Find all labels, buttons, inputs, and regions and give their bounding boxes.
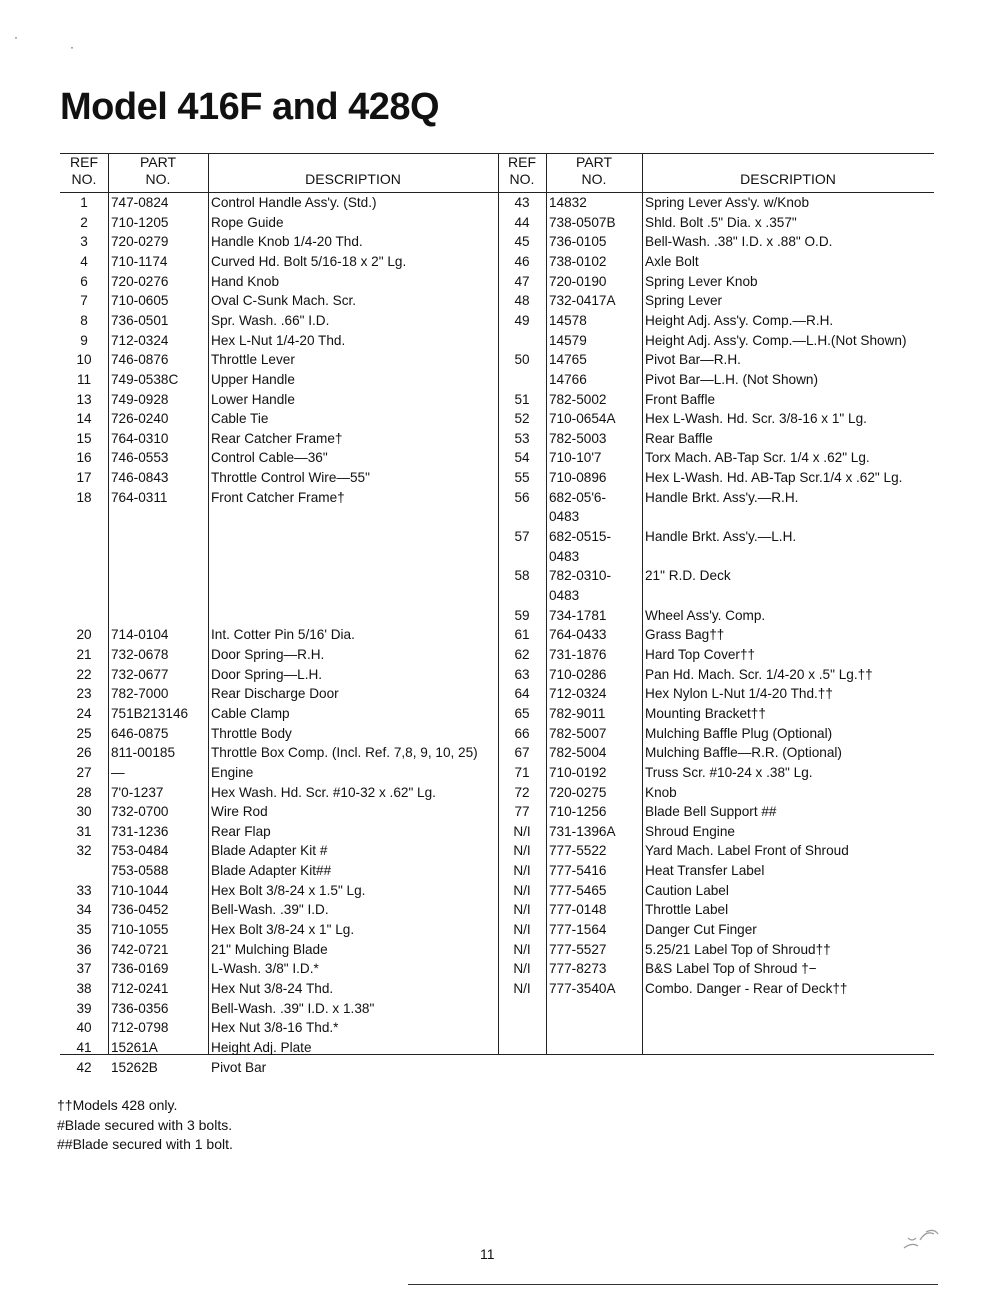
ref-no: 8 xyxy=(80,312,88,328)
ref-no: 59 xyxy=(514,607,530,623)
part-description: Height Adj. Ass'y. Comp.—R.H. xyxy=(645,312,834,328)
part-description: Front Catcher Frame† xyxy=(211,489,345,505)
footnotes xyxy=(57,1096,233,1155)
part-no: 682-05'6- xyxy=(549,489,607,505)
ref-no: 16 xyxy=(76,450,92,466)
part-no: 746-0876 xyxy=(111,352,169,368)
part-no: 726-0240 xyxy=(111,411,169,427)
part-no: 731-1396A xyxy=(549,823,616,839)
part-description: Pivot Bar—R.H. xyxy=(645,352,741,368)
part-description: Hex Bolt 3/8-24 x 1" Lg. xyxy=(211,922,355,938)
part-no: 749-0928 xyxy=(111,391,169,407)
part-no: 764-0311 xyxy=(111,489,168,505)
part-no: 782-5004 xyxy=(549,745,607,761)
part-description: Hex L-Wash. Hd. AB-Tap Scr.1/4 x .62" Lg. xyxy=(645,470,903,486)
part-no: 712-0324 xyxy=(549,686,607,702)
part-no: 736-0105 xyxy=(549,234,607,250)
part-description: Heat Transfer Label xyxy=(645,863,765,879)
ref-no: N/I xyxy=(513,941,531,957)
part-no: 764-0310 xyxy=(111,430,169,446)
part-description: Control Cable—36" xyxy=(211,450,328,466)
part-no: 710-10'7 xyxy=(549,450,602,466)
ref-no: 64 xyxy=(514,686,530,702)
part-no: 749-0538C xyxy=(111,371,179,387)
part-description: Blade Adapter Kit # xyxy=(211,843,328,859)
part-no: 736-0452 xyxy=(111,902,169,918)
part-no: 7'0-1237 xyxy=(111,784,164,800)
ref-no: 11 xyxy=(76,371,92,387)
part-description: Engine xyxy=(211,764,254,780)
part-no: 736-0501 xyxy=(111,312,169,328)
part-no: 777-1564 xyxy=(549,922,607,938)
ref-no: 36 xyxy=(76,941,92,957)
part-description: Pivot Bar xyxy=(211,1059,267,1075)
ref-no: 17 xyxy=(76,470,92,486)
part-description: Truss Scr. #10-24 x .38" Lg. xyxy=(645,764,813,780)
ref-no: 62 xyxy=(514,646,530,662)
part-no: 720-0275 xyxy=(549,784,607,800)
part-description: Wire Rod xyxy=(211,804,268,820)
part-description: Cable Tie xyxy=(211,411,269,427)
ref-no: 23 xyxy=(76,686,92,702)
part-no: 777-5527 xyxy=(549,941,607,957)
part-description: Rear Catcher Frame† xyxy=(211,430,343,446)
part-description: Rear Discharge Door xyxy=(211,686,339,702)
ref-no xyxy=(498,331,546,351)
part-no: 710-1174 xyxy=(111,253,168,269)
page-title: Model 416F and 428Q xyxy=(60,86,440,128)
ref-no: N/I xyxy=(513,863,531,879)
part-no: 712-0798 xyxy=(111,1020,169,1036)
part-description: Handle Knob 1/4-20 Thd. xyxy=(211,234,363,250)
ref-no: 24 xyxy=(76,705,92,721)
part-description: 21" Mulching Blade xyxy=(211,941,328,957)
ref-no: 27 xyxy=(76,764,92,780)
part-description: Danger Cut Finger xyxy=(645,922,757,938)
header-part-no: PART NO. xyxy=(108,154,208,193)
ref-no: 3 xyxy=(80,234,88,250)
part-no-continued: 0483 xyxy=(549,548,580,564)
part-no: 731-1876 xyxy=(549,646,607,662)
ref-no: 13 xyxy=(76,391,92,407)
ref-no: 41 xyxy=(76,1039,92,1055)
ref-no: 1 xyxy=(80,195,88,210)
part-no: 782-9011 xyxy=(549,705,606,721)
ref-no: 31 xyxy=(76,823,92,839)
ref-no: 40 xyxy=(76,1020,92,1036)
part-no: 777-5522 xyxy=(549,843,607,859)
part-no: 753-0588 xyxy=(111,863,169,879)
part-no: 710-0896 xyxy=(549,470,607,486)
ref-no: 39 xyxy=(76,1000,92,1016)
ref-no: N/I xyxy=(513,981,531,996)
part-no: 14832 xyxy=(549,195,587,210)
ref-no: N/I xyxy=(513,823,531,839)
ref-no: 4 xyxy=(80,253,88,269)
part-description: Axle Bolt xyxy=(645,253,699,269)
part-description: Handle Brkt. Ass'y.—L.H. xyxy=(645,529,797,545)
part-no: 720-0276 xyxy=(111,273,169,289)
ref-no: 43 xyxy=(514,195,530,210)
part-description: Blade Bell Support ## xyxy=(645,804,777,820)
part-no: 742-0721 xyxy=(111,941,169,957)
part-description: Upper Handle xyxy=(211,371,295,387)
part-no: — xyxy=(111,764,125,780)
ref-no: 18 xyxy=(76,489,92,505)
part-no: 764-0433 xyxy=(549,627,607,643)
part-description: Bell-Wash. .39" I.D. xyxy=(211,902,329,918)
part-description: Door Spring—R.H. xyxy=(211,646,325,662)
part-description: Bell-Wash. .38" I.D. x .88" O.D. xyxy=(645,234,833,250)
part-no: 777-0148 xyxy=(549,902,607,918)
footnote: #Blade secured with 3 bolts. xyxy=(57,1116,233,1133)
part-no-continued: 0483 xyxy=(549,588,580,603)
ref-no: 37 xyxy=(76,961,92,977)
part-no: 714-0104 xyxy=(111,627,169,643)
part-description: Rear Flap xyxy=(211,823,271,839)
ref-no: 48 xyxy=(514,293,530,309)
part-description: Hex Bolt 3/8-24 x 1.5" Lg. xyxy=(211,882,366,898)
part-no: 777-5465 xyxy=(549,882,607,898)
ref-no: 55 xyxy=(514,470,530,486)
scan-speck: · xyxy=(14,30,18,44)
part-description: L-Wash. 3/8" I.D.* xyxy=(211,961,319,977)
ref-no: 20 xyxy=(76,627,92,643)
part-description: Grass Bag†† xyxy=(645,627,725,643)
part-no: 646-0875 xyxy=(111,725,169,741)
part-description: Front Baffle xyxy=(645,391,716,407)
ref-no: 28 xyxy=(76,784,92,800)
part-no: 734-1781 xyxy=(549,607,607,623)
ref-no: 44 xyxy=(514,214,530,230)
part-description: Blade Adapter Kit## xyxy=(211,863,332,879)
ref-no: 49 xyxy=(514,312,530,328)
ref-no xyxy=(60,861,108,881)
part-description: Spring Lever Knob xyxy=(645,273,758,289)
part-no: 736-0169 xyxy=(111,961,169,977)
part-no-continued: 0483 xyxy=(549,509,580,525)
ref-no: N/I xyxy=(513,843,531,859)
part-no: 710-1044 xyxy=(111,882,169,898)
ref-no: 15 xyxy=(76,430,92,446)
part-no: 731-1236 xyxy=(111,823,169,839)
part-description: Hex Nut 3/8-24 Thd. xyxy=(211,981,334,996)
part-no: 782-5002 xyxy=(549,391,607,407)
part-description: Int. Cotter Pin 5/16' Dia. xyxy=(211,627,355,643)
part-description: Wheel Ass'y. Comp. xyxy=(645,607,766,623)
part-description: Throttle Lever xyxy=(211,352,295,368)
part-no: 710-1055 xyxy=(111,922,169,938)
part-no: 811-00185 xyxy=(111,745,175,761)
part-no: 732-0417A xyxy=(549,293,616,309)
ref-no: 25 xyxy=(76,725,92,741)
part-no: 747-0824 xyxy=(111,195,169,210)
part-description: Rope Guide xyxy=(211,214,284,230)
part-description: Combo. Danger - Rear of Deck†† xyxy=(645,981,848,996)
part-no: 746-0843 xyxy=(111,470,169,486)
part-no: 710-0654A xyxy=(549,411,616,427)
part-description: Cable Clamp xyxy=(211,705,290,721)
ref-no: 38 xyxy=(76,981,92,996)
part-no: 710-0605 xyxy=(111,293,169,309)
ref-no: 57 xyxy=(514,529,530,545)
ref-no: 32 xyxy=(76,843,92,859)
part-no: 736-0356 xyxy=(111,1000,169,1016)
scan-speck: · xyxy=(70,40,74,54)
part-no: 712-0324 xyxy=(111,332,169,348)
part-description: Hex Nut 3/8-16 Thd.* xyxy=(211,1020,339,1036)
ref-no: 50 xyxy=(514,352,530,368)
part-no: 777-5416 xyxy=(549,863,607,879)
part-no: 14578 xyxy=(549,312,587,328)
ref-no: N/I xyxy=(513,961,531,977)
footnote: ##Blade secured with 1 bolt. xyxy=(57,1136,233,1153)
parts-table xyxy=(60,153,934,1075)
ref-no: 66 xyxy=(514,725,530,741)
ref-no: 6 xyxy=(80,273,88,289)
part-description: Mulching Baffle—R.R. (Optional) xyxy=(645,745,842,761)
ref-no: 2 xyxy=(80,214,88,230)
part-description: Height Adj. Plate xyxy=(211,1039,312,1055)
part-no: 15262B xyxy=(111,1059,158,1075)
ref-no: 63 xyxy=(514,666,530,682)
ref-no: 30 xyxy=(76,804,92,820)
part-description: Lower Handle xyxy=(211,391,295,407)
part-no: 682-0515- xyxy=(549,529,611,545)
part-no: 710-0192 xyxy=(549,764,607,780)
ref-no: 58 xyxy=(514,568,530,584)
part-description: Hex L-Nut 1/4-20 Thd. xyxy=(211,332,346,348)
part-description: Oval C-Sunk Mach. Scr. xyxy=(211,293,357,309)
part-no: 738-0102 xyxy=(549,253,607,269)
ref-no: 14 xyxy=(76,411,92,427)
part-description: Spring Lever Ass'y. w/Knob xyxy=(645,195,810,210)
part-no: 14579 xyxy=(549,332,587,348)
part-description: Rear Baffle xyxy=(645,430,713,446)
part-no: 15261A xyxy=(111,1039,158,1055)
header-part-no: PART NO. xyxy=(546,154,642,193)
part-description: Torx Mach. AB-Tap Scr. 1/4 x .62" Lg. xyxy=(645,450,870,466)
part-description: Curved Hd. Bolt 5/16-18 x 2" Lg. xyxy=(211,253,407,269)
part-no: 746-0553 xyxy=(111,450,169,466)
part-description: 21" R.D. Deck xyxy=(645,568,731,584)
part-description: Spr. Wash. .66" I.D. xyxy=(211,312,330,328)
part-description: Throttle Control Wire—55" xyxy=(211,470,370,486)
part-no: 753-0484 xyxy=(111,843,169,859)
part-no: 751B213146 xyxy=(111,705,189,721)
ref-no: 47 xyxy=(514,273,530,289)
part-description: Pivot Bar—L.H. (Not Shown) xyxy=(645,371,819,387)
ref-no: 21 xyxy=(76,646,92,662)
part-description: Mulching Baffle Plug (Optional) xyxy=(645,725,833,741)
part-no: 710-1205 xyxy=(111,214,169,230)
part-no: 782-7000 xyxy=(111,686,169,702)
part-no: 710-0286 xyxy=(549,666,607,682)
part-description: Pan Hd. Mach. Scr. 1/4-20 x .5" Lg.†† xyxy=(645,666,873,682)
ref-no: 10 xyxy=(76,352,92,368)
part-description: Control Handle Ass'y. (Std.) xyxy=(211,195,377,210)
ref-no: 51 xyxy=(514,391,530,407)
part-description: Throttle Box Comp. (Incl. Ref. 7,8, 9, 10, 25) xyxy=(211,745,478,761)
part-description: Door Spring—L.H. xyxy=(211,666,323,682)
part-no: 777-3540A xyxy=(549,981,616,996)
part-no: 777-8273 xyxy=(549,961,607,977)
part-description: Shld. Bolt .5" Dia. x .357" xyxy=(645,214,797,230)
header-description: DESCRIPTION xyxy=(642,154,934,193)
ref-no: 9 xyxy=(80,332,88,348)
ref-no: 22 xyxy=(76,666,92,682)
ref-no: 52 xyxy=(514,411,530,427)
ref-no xyxy=(498,370,546,390)
part-no: 738-0507B xyxy=(549,214,616,230)
ref-no: 45 xyxy=(514,234,530,250)
scribble-mark-icon xyxy=(898,1218,944,1258)
part-no: 732-0678 xyxy=(111,646,169,662)
footnote: ††Models 428 only. xyxy=(57,1097,178,1113)
part-no: 732-0700 xyxy=(111,804,169,820)
ref-no: 42 xyxy=(76,1059,92,1075)
part-description: Mounting Bracket†† xyxy=(645,705,766,721)
part-description: Hex L-Wash. Hd. Scr. 3/8-16 x 1" Lg. xyxy=(645,411,867,427)
part-description: Bell-Wash. .39" I.D. x 1.38" xyxy=(211,1000,375,1016)
ref-no: N/I xyxy=(513,902,531,918)
ref-no: 33 xyxy=(76,882,92,898)
ref-no: 77 xyxy=(514,804,530,820)
part-no: 14765 xyxy=(549,352,587,368)
ref-no: 26 xyxy=(76,745,92,761)
part-no: 720-0190 xyxy=(549,273,607,289)
part-description: 5.25/21 Label Top of Shroud†† xyxy=(645,941,831,957)
part-no: 710-1256 xyxy=(549,804,607,820)
part-description: Knob xyxy=(645,784,677,800)
ref-no: 67 xyxy=(514,745,530,761)
ref-no: 61 xyxy=(514,627,530,643)
part-no: 732-0677 xyxy=(111,666,169,682)
footer-rule xyxy=(408,1284,938,1285)
ref-no: 53 xyxy=(514,430,530,446)
part-description: Height Adj. Ass'y. Comp.—L.H.(Not Shown) xyxy=(645,332,907,348)
ref-no: 46 xyxy=(514,253,530,269)
ref-no: 72 xyxy=(514,784,530,800)
part-description: Caution Label xyxy=(645,882,729,898)
ref-no: 54 xyxy=(514,450,530,466)
part-no: 712-0241 xyxy=(111,981,169,996)
part-description: Throttle Label xyxy=(645,902,729,918)
part-description: B&S Label Top of Shroud †− xyxy=(645,961,817,977)
part-description: Throttle Body xyxy=(211,725,292,741)
part-description: Hex Nylon L-Nut 1/4-20 Thd.†† xyxy=(645,686,833,702)
ref-no: N/I xyxy=(513,922,531,938)
ref-no: 7 xyxy=(80,293,88,309)
part-no: 782-0310- xyxy=(549,568,611,584)
part-description: Shroud Engine xyxy=(645,823,735,839)
ref-no: 56 xyxy=(514,489,530,505)
part-description: Hand Knob xyxy=(211,273,280,289)
part-description: Hex Wash. Hd. Scr. #10-32 x .62" Lg. xyxy=(211,784,436,800)
page-number: 11 xyxy=(480,1246,495,1262)
part-no: 782-5003 xyxy=(549,430,607,446)
header-ref-no: REF NO. xyxy=(498,154,546,193)
part-description: Hard Top Cover†† xyxy=(645,646,756,662)
ref-no: 65 xyxy=(514,705,530,721)
part-no: 720-0279 xyxy=(111,234,169,250)
ref-no: N/I xyxy=(513,882,531,898)
ref-no: 35 xyxy=(76,922,92,938)
header-description: DESCRIPTION xyxy=(208,154,498,193)
part-no: 782-5007 xyxy=(549,725,607,741)
ref-no: 34 xyxy=(76,902,92,918)
part-description: Yard Mach. Label Front of Shroud xyxy=(645,843,849,859)
header-ref-no: REF NO. xyxy=(60,154,108,193)
part-description: Handle Brkt. Ass'y.—R.H. xyxy=(645,489,799,505)
part-no: 14766 xyxy=(549,371,587,387)
ref-no: 71 xyxy=(514,764,530,780)
part-description: Spring Lever xyxy=(645,293,723,309)
